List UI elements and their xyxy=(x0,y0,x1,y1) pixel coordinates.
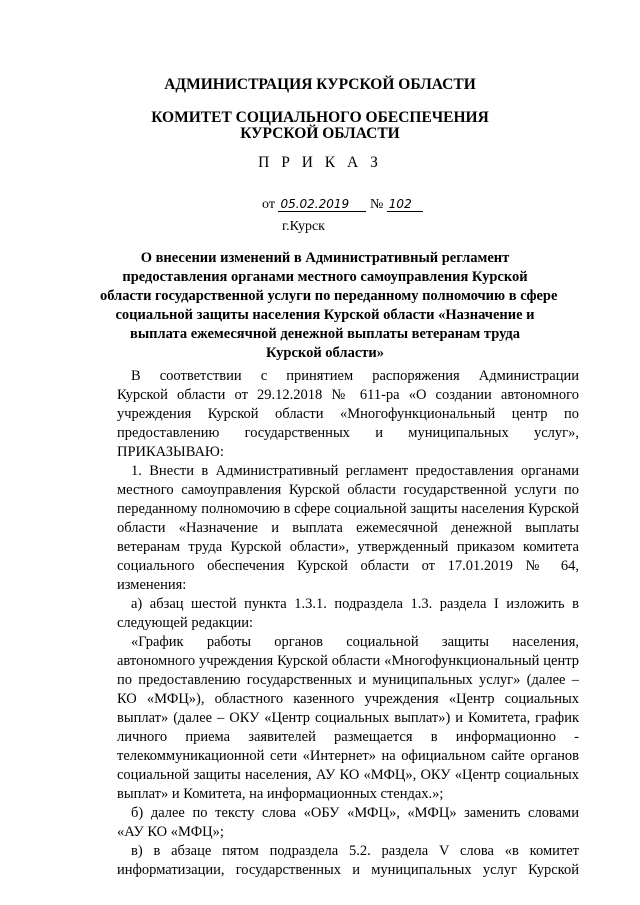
body-line: следующей редакции: xyxy=(117,615,254,631)
body-line: б) далее по тексту слова «ОБУ «МФЦ», «МФЦ» заменить словами xyxy=(131,805,579,821)
body-line: а) абзац шестой пункта 1.3.1. подраздела 1.3. раздела I изложить в xyxy=(131,596,579,612)
body-line: в) в абзаце пятом подраздела 5.2. раздела V слова «в комитет xyxy=(131,843,579,859)
administration-heading: АДМИНИСТРАЦИЯ КУРСКОЙ ОБЛАСТИ xyxy=(164,76,476,93)
handwritten-number: 102 xyxy=(387,197,423,212)
body-line: социальной защиты населения, АУ КО «МФЦ», ОКУ «Центр социальных xyxy=(117,767,579,783)
title-line: предоставления органами местного самоуправления Курской xyxy=(122,269,528,285)
title-line: выплата ежемесячной денежной выплаты ветеранам труда xyxy=(130,326,520,342)
body-line: изменения: xyxy=(117,577,187,593)
body-line: выплат» (далее – ОКУ «Центр социальных выплат») и Комитета, график xyxy=(117,710,579,726)
body-line: 1. Внести в Административный регламент предоставления органами xyxy=(131,463,579,479)
body-line: области «Назначение и выплата ежемесячной денежной выплаты xyxy=(117,520,579,536)
title-line: социальной защиты населения Курской области «Назначение и xyxy=(115,307,535,323)
handwritten-date: 05.02.2019 xyxy=(278,197,366,212)
body-line: В соответствии с принятием распоряжения Администрации xyxy=(131,368,579,384)
body-line: местного самоуправления Курской области государственной услуги по xyxy=(117,482,579,498)
body-line: Курской области от 29.12.2018 № 611-ра «О создании автономного xyxy=(117,387,579,403)
document-type: П Р И К А З xyxy=(258,154,382,171)
date-prefix: от xyxy=(262,197,275,212)
date-number-line xyxy=(262,197,423,213)
body-line: социального обеспечения Курской области от 17.01.2019 № 64, xyxy=(117,558,579,574)
document-title xyxy=(100,249,558,363)
number-prefix: № xyxy=(369,197,384,212)
body-line: учреждения Курской области «Многофункциональный центр по xyxy=(117,406,579,422)
body-line: предоставлению государственных и муниципальных услуг», xyxy=(117,425,579,441)
body-line: «АУ КО «МФЦ»; xyxy=(117,824,224,840)
body-line: личного приема заявителей размещается в информационно - xyxy=(117,729,579,745)
city: г.Курск xyxy=(282,219,325,234)
title-line: области государственной услуги по переданному полномочию в сфере xyxy=(100,288,558,304)
body-line: ПРИКАЗЫВАЮ: xyxy=(117,444,224,460)
body-line: автономного учреждения Курской области «Многофункциональный центр xyxy=(117,653,579,669)
body-line: переданному полномочию в сфере социальной защиты населения Курской xyxy=(117,501,579,517)
body-line: по предоставлению государственных и муниципальных услуг» (далее – xyxy=(117,672,579,688)
committee-heading-line2: КУРСКОЙ ОБЛАСТИ xyxy=(240,125,400,142)
body-line: «График работы органов социальной защиты населения, xyxy=(131,634,579,650)
body-line: телекоммуникационной сети «Интернет» на официальном сайте органов xyxy=(117,748,579,764)
title-line: Курской области» xyxy=(266,345,384,361)
committee-heading-line1: КОМИТЕТ СОЦИАЛЬНОГО ОБЕСПЕЧЕНИЯ xyxy=(151,109,489,126)
body-line: выплат» и Комитета, на информационных стендах.»; xyxy=(117,786,444,802)
document-body xyxy=(117,367,579,880)
body-line: КО «МФЦ»), областного казенного учреждения «Центр социальных xyxy=(117,691,579,707)
title-line: О внесении изменений в Административный регламент xyxy=(140,250,510,266)
body-line: информатизации, государственных и муниципальных услуг Курской xyxy=(117,862,579,878)
body-line: ветеранам труда Курской области», утвержденный приказом комитета xyxy=(117,539,579,555)
